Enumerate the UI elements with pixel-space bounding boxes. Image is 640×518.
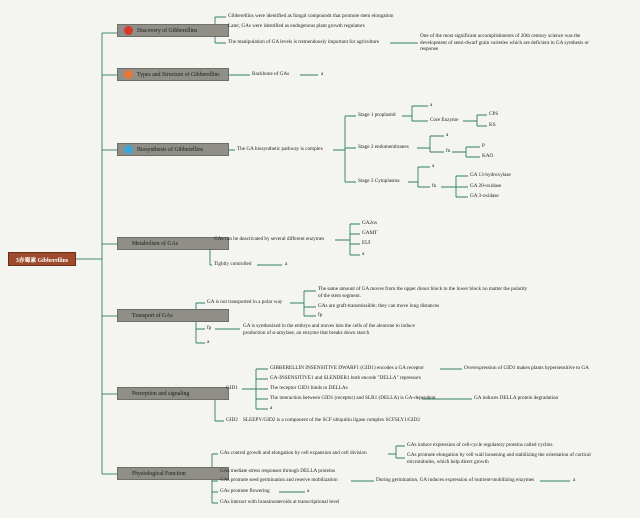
stage1-a-node[interactable]: a — [430, 102, 433, 108]
transport-fp2-node[interactable]: fp — [207, 325, 212, 331]
stage3-node[interactable]: Stage 3 Cytoplasma — [358, 178, 400, 184]
enzyme-gamt-node[interactable]: GAMT — [362, 230, 378, 236]
perception-a-node[interactable]: a — [270, 405, 273, 411]
branch-types[interactable] — [117, 68, 229, 81]
function-control-node[interactable]: GAs control growth and elongation by cell expansion and cell division — [220, 450, 367, 456]
stage2-fn-node[interactable]: fn — [446, 148, 451, 154]
branch-discovery-label: Discovery of Gibberellins — [137, 27, 198, 34]
function-cyclins-node[interactable]: GAs induce expression of cell-cycle regulatory proteins called cyclins — [407, 442, 553, 448]
transport-synth-node[interactable]: GA is synthesized in the embryo and moves into the cells of the aleurone to induce production of α-amylase, an enzyme that breaks down starch — [243, 323, 415, 336]
biosynthesis-blue-icon — [124, 145, 133, 154]
enzyme-ga2ox-node[interactable]: GA2ox — [362, 220, 378, 226]
stage3-a-node[interactable]: a — [432, 163, 435, 169]
discovery-note-node[interactable]: One of the most significant accomplishments of 20th century science was the development of semi-dwarf grain varieties which are deficient in GA synthesis or response — [420, 33, 589, 51]
della-repressors-node[interactable]: GA-INSENSITIVE1 and SLENDER1 both encode "DELLA" repressors — [270, 375, 421, 381]
core-enzyme-node[interactable]: Core Enzyme — [430, 117, 459, 123]
root-node[interactable]: 3赤霉素 Gibberellins — [8, 252, 76, 266]
metabolism-tight-node[interactable]: Tightly controlled — [214, 261, 252, 267]
branch-transport[interactable] — [117, 309, 229, 322]
function-germination-node[interactable]: During germination, GA induces expression of nutrient-mobilizing enzymes — [376, 477, 535, 483]
transport-a-node[interactable]: a — [207, 339, 210, 345]
cps-node[interactable]: CPS — [489, 111, 499, 117]
branch-transport-label: Transport of GAs — [132, 312, 173, 319]
gid1-node[interactable]: GID1 — [226, 385, 238, 391]
transport-notpolar-node[interactable]: GA is not transported in a polar way — [207, 299, 283, 305]
gid1-slr1-node[interactable]: The interaction between GID1 (receptor) and SLR1 (DELLA) is GA-dependent — [270, 395, 436, 401]
function-seed-node[interactable]: GAs promote seed germination and reserve mobilization — [220, 477, 338, 483]
metabolism-tight-a-node[interactable]: a — [285, 261, 288, 267]
kao-node[interactable]: KAO — [482, 153, 494, 159]
gid1-overexpression-node[interactable]: Overexpression of GID1 makes plants hypersensitive to GA — [464, 365, 589, 371]
enzyme-eui-node[interactable]: EUI — [362, 240, 371, 246]
branch-biosynthesis-label: Biosynthesis of Gibberellins — [137, 146, 204, 153]
stage2-node[interactable]: Stage 2 endomembranes — [358, 144, 409, 150]
discovery-later-node[interactable]: Later, GAs were identified as endogenous plant growth regulators — [228, 23, 365, 29]
transport-same-node[interactable]: The same amount of GA moves from the upper donor block to the lower block no matter the polarity of the stem segment. — [318, 286, 528, 299]
branch-metabolism-label: Metabolism of GAs — [132, 240, 179, 247]
stage3-fn-node[interactable]: fn — [432, 183, 437, 189]
stage1-node[interactable]: Stage 1 proplastid — [358, 112, 396, 118]
branch-metabolism[interactable] — [117, 237, 229, 250]
stage2-a-node[interactable]: a — [446, 132, 449, 138]
types-backbone-node[interactable]: Backbone of GAs — [252, 71, 290, 77]
branch-perception[interactable] — [117, 387, 229, 400]
branch-biosynthesis[interactable] — [117, 143, 229, 156]
function-flower-node[interactable]: GAs promote flowering — [220, 488, 270, 494]
ks-node[interactable]: KS — [489, 122, 496, 128]
function-germination-a-node[interactable]: a — [573, 477, 576, 483]
enzyme-a-node[interactable]: a — [362, 251, 365, 257]
sleepy-node[interactable]: SLEEPY/GID2 is a component of the SCF ubiquitin ligase complex SCFSLY1/GID2 — [243, 417, 421, 423]
branch-perception-label: Perception and signaling — [132, 390, 190, 397]
discovery-fungal-node[interactable]: Gibberellins were identified as fungal compounds that promote stem elongation — [228, 13, 394, 19]
function-loosening-node[interactable]: GAs promote elongation by cell wall loosening and stabilizing the orientation of cortical microtubules, which help direct growth — [407, 452, 591, 465]
gid2-node[interactable]: GID2 — [226, 417, 238, 423]
function-stress-node[interactable]: GAs mediate stress responses through DELLA proteins — [220, 468, 335, 474]
discovery-manipulation-node[interactable]: The manipulation of GA levels is tremendously important for agriculture — [228, 39, 380, 45]
branch-types-label: Types and Structure of Gibberellins — [137, 71, 220, 78]
della-degradation-node[interactable]: GA induces DELLA protein degradation — [474, 395, 559, 401]
transport-fp-node[interactable]: fp — [318, 312, 323, 318]
transport-graft-node[interactable]: GAs are graft-transmissible; they can move long distances — [318, 303, 440, 309]
ga20-node[interactable]: GA 20-oxidase — [470, 183, 502, 189]
ga13-node[interactable]: GA 13-hydroxylase — [470, 172, 511, 178]
branch-discovery[interactable] — [117, 24, 229, 37]
gid1-receptor-node[interactable]: GIBBERELLIN INSENSITIVE DWARF1 (GID1) encodes a GA receptor — [270, 365, 425, 371]
p-node[interactable]: P — [482, 143, 485, 149]
biosynthesis-pathway-node[interactable]: The GA biosynthetic pathway is complex — [237, 146, 324, 152]
metabolism-deactivated-node[interactable]: GAs can be deactivated by several different enzymes — [214, 236, 325, 242]
branch-function-label: Physiological Function — [132, 470, 186, 477]
discovery-red-icon — [124, 26, 133, 35]
types-a-node[interactable]: a — [321, 71, 324, 77]
gid1-binds-node[interactable]: The receptor GID1 binds to DELLAs — [270, 385, 348, 391]
function-flower-a-node[interactable]: a — [307, 488, 310, 494]
ga3-node[interactable]: GA 3-oxidase — [470, 193, 499, 199]
branch-function[interactable] — [117, 467, 229, 480]
function-brass-node[interactable]: GAs interact with brassinosteroids at transcriptional level — [220, 499, 340, 505]
types-orange-icon — [124, 70, 133, 79]
